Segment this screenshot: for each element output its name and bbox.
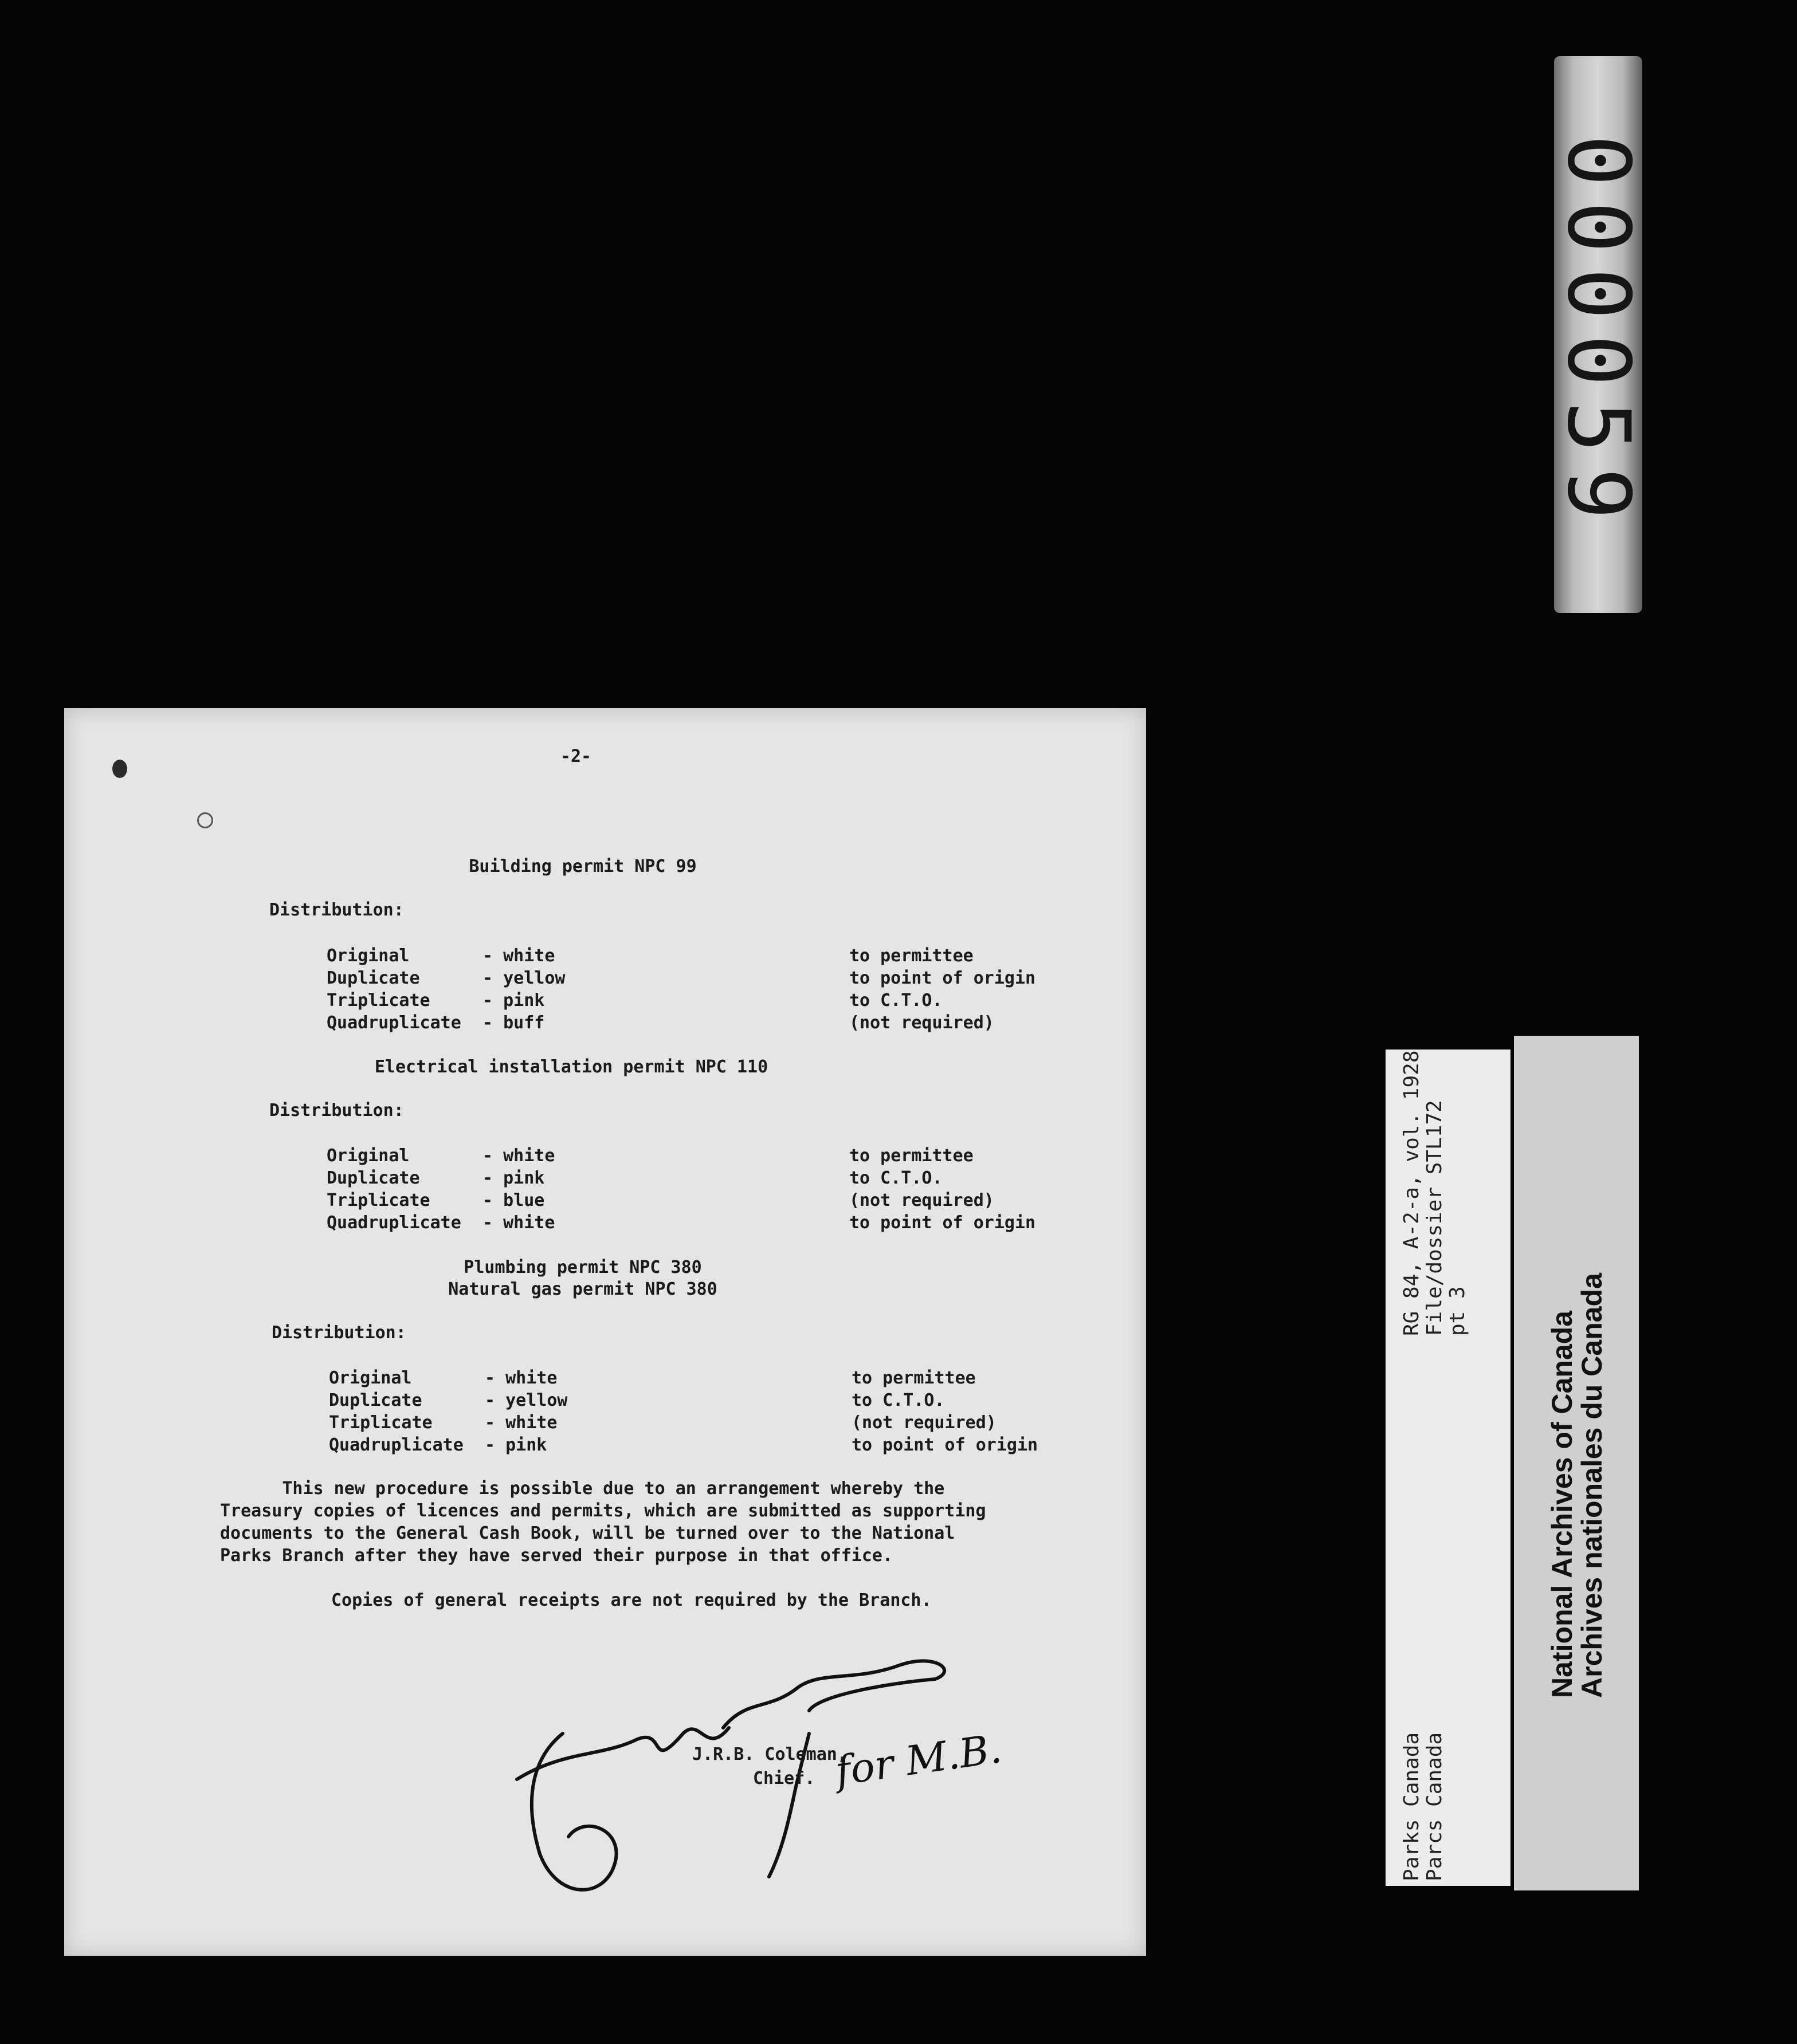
section-heading: Building permit NPC 99 xyxy=(469,856,697,876)
copy-destination: (not required) xyxy=(849,1013,994,1033)
signatory-title: Chief. xyxy=(753,1768,815,1789)
handwritten-initials: for M.B. xyxy=(832,1725,1005,1795)
paragraph-line: Treasury copies of licences and permits, which are submitted as supporting xyxy=(220,1501,986,1521)
copy-colour: - white xyxy=(482,1213,555,1233)
copy-colour: - yellow xyxy=(485,1390,568,1410)
agency-line: Parcs Canada xyxy=(1423,1732,1446,1881)
copy-colour: - pink xyxy=(485,1435,547,1455)
copy-label: Triplicate xyxy=(329,1413,433,1433)
national-archives-lines xyxy=(1547,1273,1607,1698)
copy-destination: to permittee xyxy=(852,1368,976,1388)
section-heading: Plumbing permit NPC 380 xyxy=(464,1257,702,1278)
copy-colour: - buff xyxy=(482,1013,545,1033)
copy-label: Quadruplicate xyxy=(327,1213,461,1233)
national-archives-line: National Archives of Canada xyxy=(1546,1310,1578,1698)
national-archives-line: Archives nationales du Canada xyxy=(1576,1273,1608,1698)
copy-destination: to permittee xyxy=(849,946,974,966)
national-archives-label xyxy=(1514,1036,1639,1890)
copy-destination: to C.T.O. xyxy=(852,1390,945,1410)
copy-label: Original xyxy=(327,946,410,966)
copy-destination: to C.T.O. xyxy=(849,1168,943,1188)
copy-colour: - white xyxy=(482,946,555,966)
copy-label: Triplicate xyxy=(327,1190,430,1210)
distribution-label: Distribution: xyxy=(269,900,404,920)
copy-colour: - yellow xyxy=(482,968,566,988)
page-number: -2- xyxy=(560,746,592,767)
copy-colour: - white xyxy=(485,1413,558,1433)
archive-reference-line: pt 3 xyxy=(1446,1286,1469,1336)
copy-label: Original xyxy=(327,1146,410,1166)
copy-label: Quadruplicate xyxy=(327,1013,461,1033)
archive-reference-line: File/dossier STL172 xyxy=(1423,1100,1446,1336)
copy-label: Duplicate xyxy=(327,1168,420,1188)
copy-label: Original xyxy=(329,1368,412,1388)
copy-colour: - pink xyxy=(482,990,545,1011)
signatory-name: J.R.B. Coleman, xyxy=(692,1744,848,1764)
copy-label: Quadruplicate xyxy=(329,1435,464,1455)
document-page xyxy=(64,708,1146,1956)
copy-colour: - white xyxy=(485,1368,558,1388)
copy-destination: to point of origin xyxy=(852,1435,1038,1455)
paragraph-line: documents to the General Cash Book, will be turned over to the National xyxy=(220,1523,955,1543)
page-blemish xyxy=(197,812,213,828)
copy-colour: - pink xyxy=(482,1168,545,1188)
agency-line: Parks Canada xyxy=(1400,1732,1423,1881)
copy-destination: to permittee xyxy=(849,1146,974,1166)
copy-destination: to C.T.O. xyxy=(849,990,943,1011)
agency-lines xyxy=(1400,1732,1446,1881)
signature xyxy=(500,1648,1015,1945)
distribution-label: Distribution: xyxy=(269,1100,404,1121)
copy-label: Duplicate xyxy=(327,968,420,988)
paragraph-line: This new procedure is possible due to an arrangement whereby the xyxy=(220,1479,945,1499)
archive-reference-label xyxy=(1386,1049,1510,1886)
archive-reference-line: RG 84, A-2-a, vol. 1928 xyxy=(1400,1050,1423,1336)
distribution-label: Distribution: xyxy=(272,1323,406,1343)
closing-line: Copies of general receipts are not required by the Branch. xyxy=(331,1590,932,1610)
copy-label: Triplicate xyxy=(327,990,430,1011)
page-blemish xyxy=(112,760,127,778)
copy-destination: to point of origin xyxy=(849,1213,1036,1233)
frame-number: 000059 xyxy=(1548,135,1648,534)
copy-destination: (not required) xyxy=(852,1413,996,1433)
frame-number-strip xyxy=(1548,56,1648,613)
paragraph-line: Parks Branch after they have served their purpose in that office. xyxy=(220,1546,893,1566)
copy-colour: - white xyxy=(482,1146,555,1166)
archive-reference-lines xyxy=(1400,1051,1469,1337)
copy-destination: (not required) xyxy=(849,1190,994,1210)
section-heading: Natural gas permit NPC 380 xyxy=(448,1279,717,1299)
copy-destination: to point of origin xyxy=(849,968,1036,988)
copy-label: Duplicate xyxy=(329,1390,422,1410)
section-heading: Electrical installation permit NPC 110 xyxy=(374,1057,768,1077)
copy-colour: - blue xyxy=(482,1190,545,1210)
